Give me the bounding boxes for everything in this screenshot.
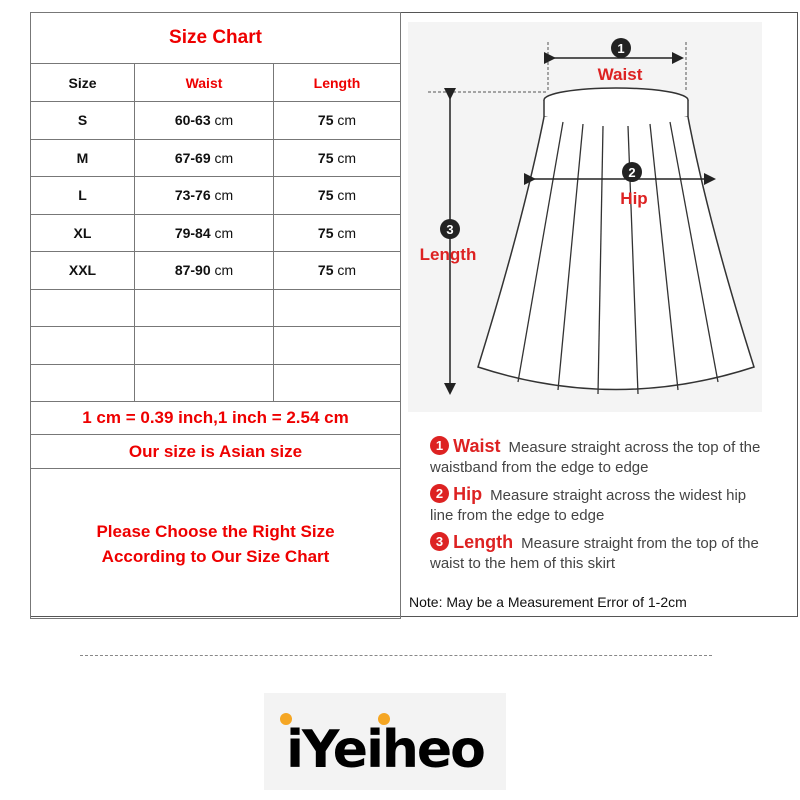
length-cell: 75 cm: [274, 214, 401, 252]
waist-cell: 60-63 cm: [135, 102, 274, 140]
diagram-waist-label: Waist: [597, 65, 643, 84]
choose-size-note: Please Choose the Right Size According to Our Size Chart: [31, 469, 401, 619]
svg-text:iYeiheo: iYeiheo: [286, 719, 484, 777]
diagram-length-label: Length: [419, 245, 477, 264]
waist-cell: 73-76 cm: [135, 177, 274, 215]
table-row: [31, 214, 401, 252]
size-cell: S: [31, 102, 135, 140]
table-row: [31, 102, 401, 140]
instruction-waist: 1 Waist Measure straight across the top of the waistband from the edge to edge: [430, 436, 761, 476]
header-waist: Waist: [135, 64, 274, 102]
size-cell: XL: [31, 214, 135, 252]
asian-size-note: Our size is Asian size: [31, 435, 401, 469]
measurement-note: Note: May be a Measurement Error of 1-2cm: [409, 594, 687, 610]
header-length: Length: [274, 64, 401, 102]
dashed-separator: [80, 655, 712, 656]
length-cell: 75 cm: [274, 139, 401, 177]
brand-logo: [264, 693, 506, 790]
measure-instructions: [430, 436, 770, 580]
waist-cell: 87-90 cm: [135, 252, 274, 290]
waist-cell: 67-69 cm: [135, 139, 274, 177]
size-cell: L: [31, 177, 135, 215]
table-row: [31, 252, 401, 290]
length-cell: 75 cm: [274, 102, 401, 140]
svg-text:1: 1: [617, 41, 625, 56]
diagram-hip-label: Hip: [620, 189, 648, 208]
instruction-hip: 2 Hip Measure straight across the widest hip line from the edge to edge: [430, 484, 747, 524]
waist-cell: 79-84 cm: [135, 214, 274, 252]
table-row: [31, 177, 401, 215]
svg-text:2: 2: [628, 165, 636, 180]
size-chart-title: Size Chart: [31, 13, 401, 64]
header-size: Size: [31, 64, 135, 102]
size-table: [30, 12, 401, 619]
svg-text:3: 3: [446, 222, 454, 237]
length-cell: 75 cm: [274, 177, 401, 215]
skirt-diagram: [408, 22, 762, 412]
table-row: [31, 139, 401, 177]
instruction-length: 3 Length Measure straight from the top of the waist to the hem of this skirt: [430, 532, 759, 572]
length-cell: 75 cm: [274, 252, 401, 290]
size-cell: XXL: [31, 252, 135, 290]
unit-conversion: 1 cm = 0.39 inch,1 inch = 2.54 cm: [31, 402, 401, 435]
size-cell: M: [31, 139, 135, 177]
